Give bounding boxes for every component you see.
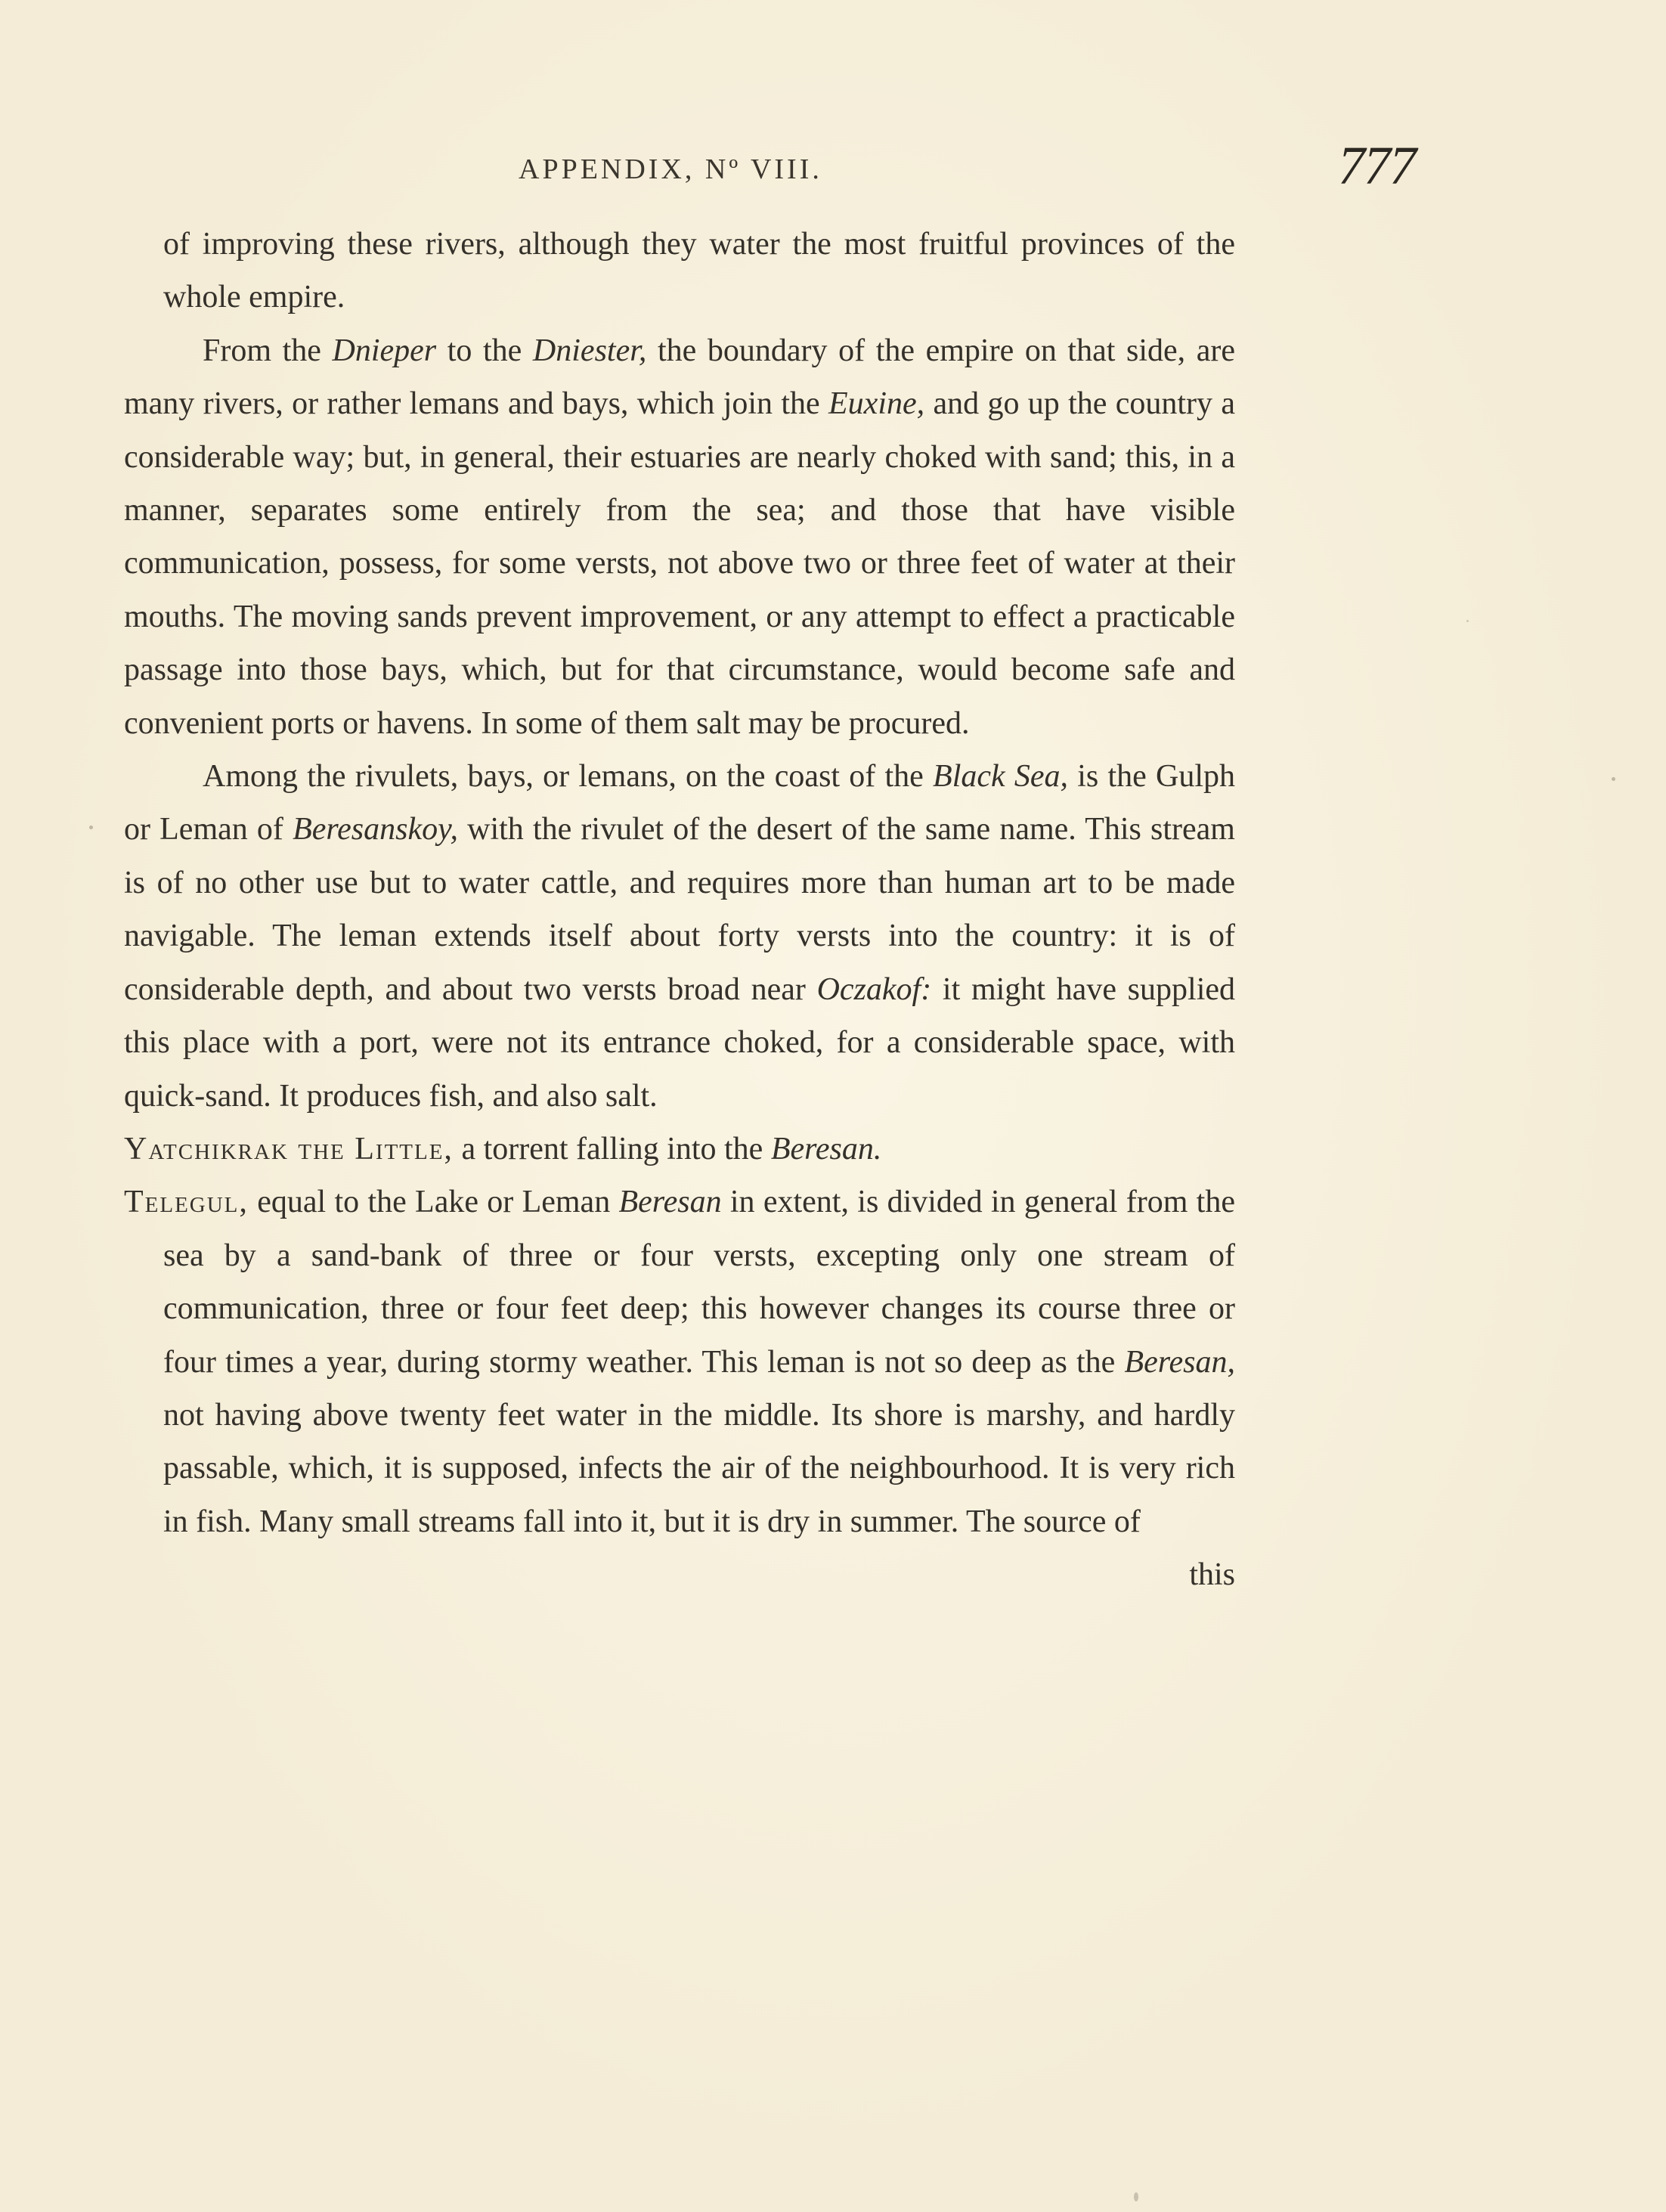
paper-speck xyxy=(89,826,93,829)
entry-term: Yatchikrak the Little, xyxy=(124,1131,454,1166)
paragraph-continuation: of improving these rivers, although they water the most fruitful provinces of the whole empire. xyxy=(163,227,1235,315)
place-name-black-sea: Black Sea, xyxy=(933,759,1069,795)
place-name-dniester: Dniester, xyxy=(532,333,647,368)
place-name-beresan: Beresan. xyxy=(770,1131,882,1166)
paper-speck xyxy=(1134,2192,1138,2201)
place-name-beresan: Beresan xyxy=(618,1185,722,1220)
place-name-dnieper: Dnieper xyxy=(332,333,437,368)
page-number: 777 xyxy=(1338,135,1415,196)
paper-speck xyxy=(1612,777,1615,781)
entry-yatchikrak: Yatchikrak the Little, a torrent falling into the Beresan. xyxy=(124,1131,882,1166)
place-name-beresan: Beresan, xyxy=(1124,1344,1235,1380)
catchword: this xyxy=(1189,1557,1235,1593)
entry-term: Telegul, xyxy=(124,1185,249,1220)
entry-telegul: Telegul, equal to the Lake or Leman Beresan in extent, is divided in general from the sea by a sand-bank of three or four versts, excepting only one stream of communication, three or four feet deep; this however changes its course three or four times a year, during stormy weather. This leman is not so deep as the Beresan, not having above twenty feet water in the middle. Its shore is marshy, and hardly passable, which, it is supposed, infects the air of the neighbourhood. It is very rich in fish. Many small streams fall into it, but it is dry in summer. The source of xyxy=(124,1185,1235,1539)
place-name-euxine: Euxine, xyxy=(828,386,925,422)
place-name-oczakof: Oczakof: xyxy=(816,971,932,1007)
place-name-beresanskoy: Beresanskoy, xyxy=(293,812,458,847)
running-head: APPENDIX, Nº VIII. xyxy=(519,153,822,185)
paragraph-beresanskoy: Among the rivulets, bays, or lemans, on the coast of the Black Sea, is the Gulph or Leman of Beresanskoy, with the rivulet of the desert of the same name. This stream is of no other use but to water cattle, and requires more than human art to be made navigable. The leman extends itself about forty versts into the country: it is of considerable depth, and about two versts broad near Oczakof: it might have supplied this place with a port, were not its entrance choked, for a considerable space, with quick-sand. It produces fish, and also salt. xyxy=(124,759,1235,1114)
paragraph-dnieper-dniester: From the Dnieper to the Dniester, the boundary of the empire on that side, are many rivers, or rather lemans and bays, which join the Euxine, and go up the country a considerable way; but, in general, their estuaries are nearly choked with sand; this, in a manner, separates some entirely from the sea; and those that have visible communication, possess, for some versts, not above two or three feet of water at their mouths. The moving sands prevent improvement, or any attempt to effect a practicable passage into those bays, which, but for that circumstance, would become safe and convenient ports or havens. In some of them salt may be procured. xyxy=(124,333,1236,741)
paper-speck xyxy=(1466,620,1469,622)
body-text xyxy=(124,218,1235,1602)
